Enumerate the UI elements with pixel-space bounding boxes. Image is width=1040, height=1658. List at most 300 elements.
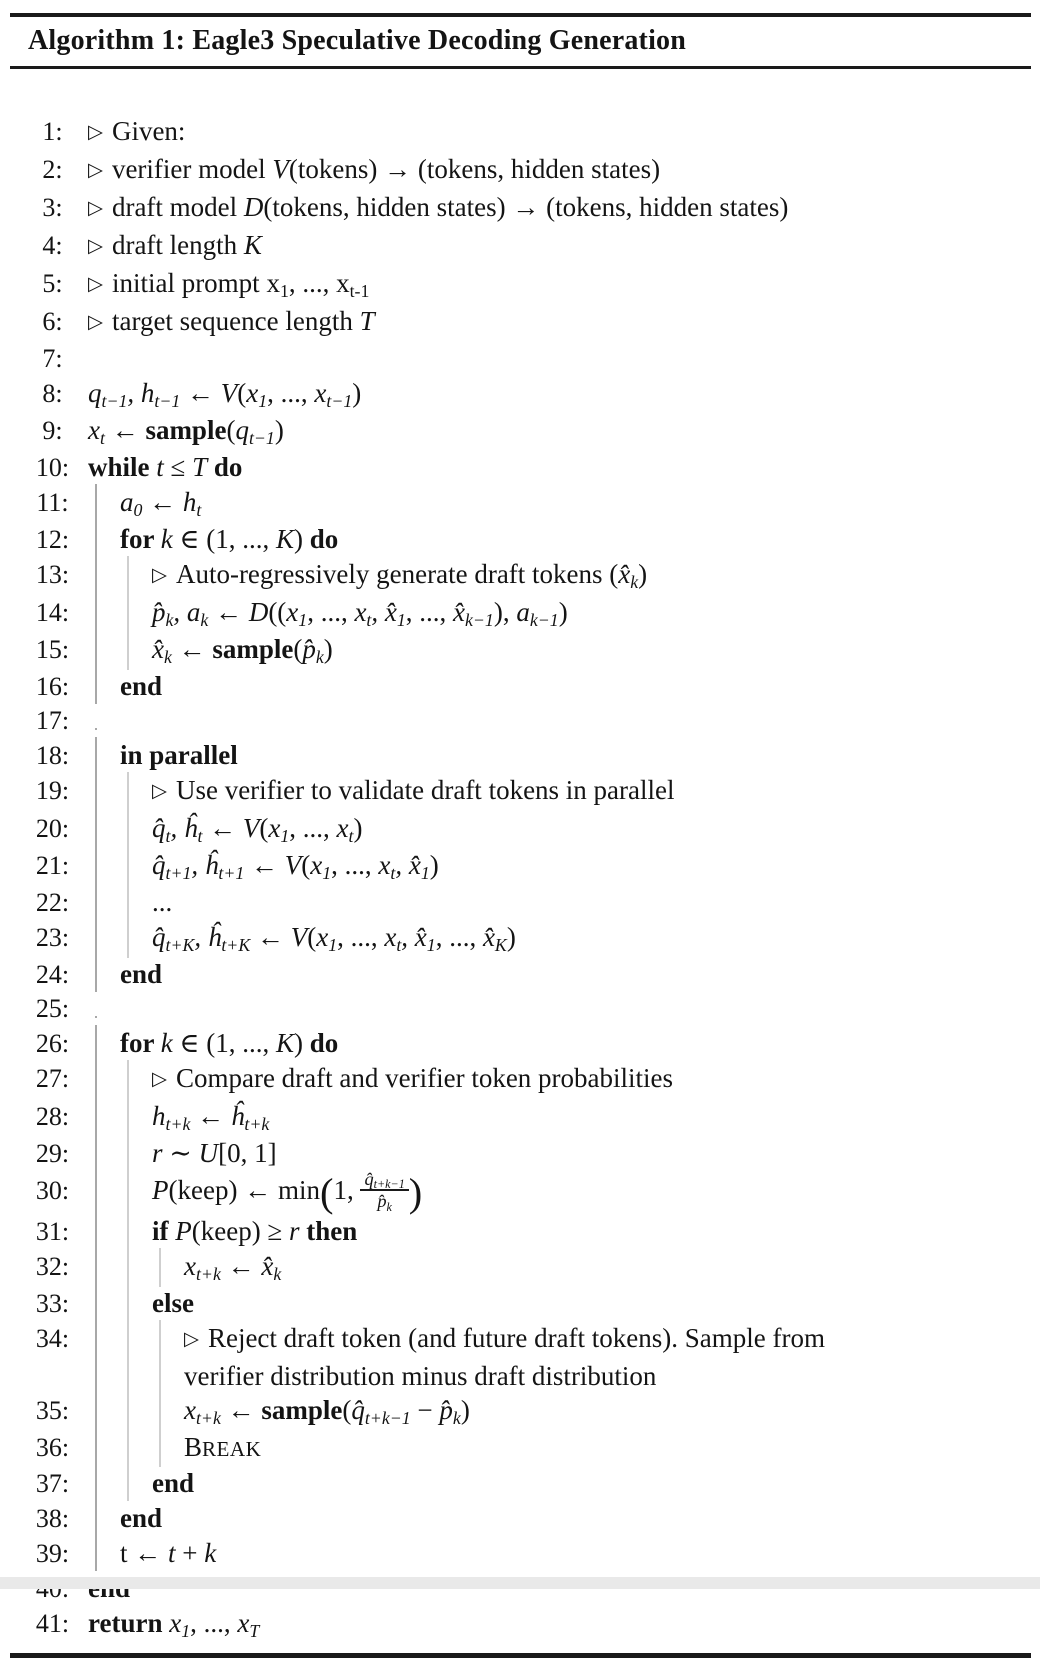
text-segment: x (268, 813, 281, 843)
line-number: 11: (36, 488, 69, 517)
text-segment: t+1 (165, 863, 192, 884)
text-segment: , ..., (289, 813, 337, 843)
algo-line (27, 773, 1032, 811)
fraction-numerator (360, 1169, 408, 1190)
algo-line (27, 522, 1032, 557)
line-number: 30: (35, 1175, 70, 1205)
line-content (78, 957, 1032, 991)
text-segment: x (246, 378, 259, 408)
line-content (78, 848, 1032, 885)
indent-guide (159, 1358, 161, 1394)
text-segment: k (315, 647, 324, 668)
comment-marker-icon: ▷ (88, 312, 103, 334)
text-segment: k (452, 1408, 461, 1429)
indent-guide (95, 1060, 97, 1100)
text-segment: if (152, 1216, 176, 1247)
text-segment: ← (180, 378, 221, 408)
indent-guide (127, 1060, 129, 1100)
line-number: 10: (35, 453, 70, 482)
text-segment: do (207, 452, 243, 482)
algo-line (27, 152, 1032, 190)
line-number: 32: (35, 1252, 70, 1282)
text-segment: 1 (322, 863, 332, 884)
text-segment: ( (226, 415, 236, 445)
text-segment: k (160, 1028, 173, 1058)
algo-line (27, 957, 1032, 992)
text-segment: ), (493, 597, 517, 627)
text-segment: ( (259, 813, 269, 843)
indent-guide (127, 631, 129, 670)
text-segment: while (88, 452, 157, 482)
text-segment: ( (237, 378, 247, 408)
text-segment: initial prompt x (111, 268, 280, 298)
text-segment: , ..., (405, 597, 454, 627)
text-segment: , x̂ (395, 850, 421, 880)
line-number: 24: (35, 960, 70, 989)
algo-line (27, 266, 1032, 304)
algo-body (0, 69, 1040, 1647)
text-segment: r (152, 1138, 163, 1168)
text-segment: , a (173, 597, 201, 627)
line-number: 4: (42, 231, 63, 260)
indent-guide (127, 1248, 129, 1287)
line-number: 33: (35, 1289, 70, 1319)
text-segment: x̂ (152, 634, 164, 664)
algo-line (27, 669, 1032, 704)
line-number: 19: (35, 776, 70, 805)
text-segment: x (316, 922, 329, 952)
algo-line (27, 114, 1032, 152)
algo-line (27, 557, 1032, 595)
text-segment: q̂ (364, 1168, 374, 1189)
line-content (78, 1466, 1032, 1500)
text-segment: ) (293, 524, 303, 554)
text-segment: p̂ (152, 597, 166, 627)
line-content (78, 266, 1032, 304)
line-number: 15: (35, 635, 70, 664)
line-number: 23: (35, 923, 70, 952)
text-segment: p̂ (439, 1395, 453, 1426)
line-number: 27: (35, 1064, 70, 1093)
indent-guide (95, 1285, 97, 1321)
text-segment: t+k (244, 1114, 270, 1135)
line-number: 13: (35, 560, 70, 589)
indent-guide (95, 1465, 97, 1501)
comment-marker-icon: ▷ (184, 1329, 199, 1351)
text-segment: t−1 (326, 391, 353, 412)
text-segment: x (314, 378, 327, 408)
line-content (78, 595, 1032, 632)
text-segment: t (196, 500, 202, 521)
text-segment: 1 (396, 610, 406, 631)
line-content (78, 811, 1032, 848)
text-segment: k (160, 524, 173, 554)
text-segment: ← (104, 415, 146, 445)
text-segment: do (302, 524, 339, 554)
line-content (78, 190, 1032, 228)
line-content (78, 485, 1032, 522)
text-segment: end (120, 1503, 163, 1534)
text-segment: t+k (195, 1264, 221, 1285)
indent-guide (127, 1213, 129, 1249)
text-segment: ) (293, 1028, 303, 1058)
indent-guide (159, 1248, 161, 1287)
line-content (78, 522, 1032, 556)
line-number: 2: (42, 155, 63, 184)
algo-line (27, 1061, 1032, 1099)
text-segment: ) (506, 922, 516, 952)
algo-line (27, 228, 1032, 266)
line-content (78, 669, 1032, 703)
text-segment: ← (208, 597, 249, 627)
line-content (78, 1249, 1032, 1286)
line-content (78, 1214, 1032, 1248)
text-segment: r (289, 1216, 300, 1247)
text-segment: Use verifier to validate draft tokens in parallel (175, 775, 675, 805)
algo-line (27, 1321, 1032, 1359)
text-segment: K (275, 524, 294, 554)
text-segment: V (272, 154, 289, 184)
algo-line (27, 1466, 1032, 1501)
line-content (78, 114, 1032, 152)
text-segment: , ..., (435, 922, 483, 952)
text-segment: k (165, 610, 174, 631)
comment-marker-icon: ▷ (88, 122, 103, 144)
line-number: 29: (35, 1139, 70, 1168)
indent-guide (127, 919, 129, 958)
line-content (78, 304, 1032, 342)
text-segment: 1 (298, 610, 308, 631)
text-segment: ( (342, 1395, 352, 1426)
indent-guide (127, 1320, 129, 1360)
algo-line (27, 1214, 1032, 1249)
text-segment: ... (152, 887, 173, 917)
text-segment: t+k−1 (373, 1177, 405, 1192)
line-content (78, 1321, 1032, 1359)
text-segment: for (120, 524, 161, 554)
indent-guide (127, 1392, 129, 1431)
indent-guide (95, 1135, 97, 1171)
bottom-rule (10, 1653, 1031, 1658)
text-segment: k (630, 572, 639, 593)
indent-guide (95, 668, 97, 704)
algo-line (27, 885, 1032, 920)
text-segment: K (275, 1028, 294, 1058)
text-segment: x (384, 922, 397, 952)
indent-guide (127, 1135, 129, 1171)
indent-guide (159, 1320, 161, 1360)
algo-line (27, 1168, 1032, 1216)
text-segment: D (248, 597, 269, 627)
text-segment: 1 (420, 863, 430, 884)
text-segment: (tokens) → (tokens, hidden states) (288, 154, 661, 184)
indent-guide (95, 1320, 97, 1360)
indent-guide (95, 521, 97, 557)
indent-guide (95, 1358, 97, 1394)
text-segment: 1 (279, 281, 289, 302)
text-segment: p̂ (377, 1191, 387, 1212)
text-segment: P (152, 1174, 169, 1205)
text-segment: x (378, 850, 391, 880)
text-segment: 0 (133, 500, 143, 521)
text-segment: 1 (328, 935, 338, 956)
algorithm-figure (0, 13, 1040, 1642)
text-segment: k (204, 1538, 217, 1569)
algorithm-title: Algorithm 1: Eagle3 Speculative Decoding Generation (28, 25, 687, 56)
algo-line (27, 1430, 1032, 1466)
text-segment: x (354, 597, 367, 627)
text-segment: ← (142, 487, 183, 517)
line-number: 26: (35, 1029, 70, 1058)
text-segment: a (516, 597, 530, 627)
text-segment: ( (293, 634, 303, 664)
algo-line (27, 450, 1032, 485)
algo-line (27, 1393, 1032, 1430)
indent-guide (127, 810, 129, 849)
text-segment: x (310, 850, 323, 880)
text-segment: x̂ (453, 597, 465, 627)
indent-guide (127, 1465, 129, 1501)
text-segment: q (235, 415, 249, 445)
indent-guide (95, 1016, 97, 1018)
indent-guide (95, 728, 97, 730)
line-content (78, 1536, 1032, 1570)
text-segment: h (152, 1101, 166, 1131)
indent-guide (127, 847, 129, 886)
text-segment: end (120, 959, 163, 989)
text-segment: t (396, 935, 402, 956)
text-segment: (tokens, hidden states) → (tokens, hidden states) (263, 192, 789, 222)
text-segment: Auto-regressively generate draft tokens ( (175, 559, 619, 589)
text-segment: return (88, 1608, 170, 1639)
indent-guide (95, 884, 97, 920)
comment-marker-icon: ▷ (88, 236, 103, 258)
comment-marker-icon: ▷ (88, 160, 103, 182)
line-content (78, 413, 1032, 450)
text-segment: , ..., x (288, 268, 350, 298)
text-segment: sample (261, 1395, 343, 1426)
indent-guide (95, 1098, 97, 1137)
text-segment: ← (220, 1251, 262, 1282)
line-number: 20: (35, 814, 70, 843)
text-segment: , ..., (307, 597, 355, 627)
indent-guide (127, 884, 129, 920)
text-segment: K (243, 230, 262, 260)
text-segment: REAK (202, 1437, 262, 1462)
text-segment: T (359, 306, 375, 336)
line-content (78, 1501, 1032, 1535)
line-number: 39: (35, 1539, 70, 1569)
text-segment: V (220, 378, 238, 408)
algo-line (27, 632, 1032, 669)
indent-guide (95, 772, 97, 812)
text-segment: , x̂ (401, 922, 427, 952)
text-segment: target sequence length (111, 306, 360, 336)
line-number: 36: (35, 1433, 70, 1463)
algo-line (27, 738, 1032, 773)
line-content (78, 920, 1032, 957)
line-number: 3: (42, 193, 63, 222)
text-segment: t (348, 826, 354, 847)
text-segment: in parallel (120, 740, 238, 770)
text-segment: ← (190, 1101, 231, 1131)
indent-guide (95, 847, 97, 886)
text-segment: Compare draft and verifier token probabilities (175, 1063, 674, 1093)
comment-marker-icon: ▷ (152, 565, 167, 587)
indent-guide (95, 919, 97, 958)
indent-guide (95, 737, 97, 773)
line-content (78, 1168, 1032, 1216)
text-segment: t+k (195, 1408, 221, 1429)
text-segment: 1 (280, 826, 290, 847)
line-number: 12: (35, 525, 70, 554)
text-segment: [0, 1] (218, 1138, 277, 1168)
algo-line (27, 413, 1032, 450)
algo-line (27, 920, 1032, 957)
fraction (360, 1169, 408, 1212)
line-content (78, 1099, 1032, 1136)
algo-line (27, 376, 1032, 413)
text-segment: q (88, 378, 102, 408)
indent-guide (95, 1248, 97, 1287)
line-content (78, 1606, 1032, 1643)
indent-guide (95, 1170, 97, 1215)
text-segment: x (286, 597, 299, 627)
indent-guide (127, 1358, 129, 1394)
line-number: 41: (35, 1609, 70, 1639)
text-segment: V (242, 813, 260, 843)
text-segment: U (198, 1138, 219, 1168)
text-segment: t ← (120, 1538, 169, 1569)
text-segment: ĥ (230, 1101, 245, 1131)
algo-line (27, 704, 1032, 738)
text-segment: ← (220, 1395, 262, 1426)
text-segment: x (237, 1608, 250, 1639)
line-content (78, 228, 1032, 266)
text-segment: verifier model (111, 154, 273, 184)
text-segment: t (165, 826, 171, 847)
text-segment: then (299, 1216, 358, 1247)
line-content (78, 1136, 1032, 1170)
comment-marker-icon: ▷ (152, 781, 167, 803)
text-segment: end (120, 671, 163, 701)
text-segment: T (192, 452, 208, 482)
indent-guide (95, 631, 97, 670)
text-segment: q̂ (152, 922, 166, 952)
line-number: 1: (42, 117, 63, 146)
text-segment: Given: (111, 116, 186, 146)
text-segment: , h (127, 378, 155, 408)
algo-line (27, 1536, 1032, 1571)
text-segment: a (120, 487, 134, 517)
text-segment: t (390, 863, 396, 884)
text-segment: , ..., (337, 922, 385, 952)
indent-guide (95, 1429, 97, 1467)
text-segment: t (197, 826, 203, 847)
text-segment: ∈ (1, ..., (172, 1028, 276, 1058)
algo-line (27, 1286, 1032, 1321)
text-segment: − (410, 1395, 440, 1426)
text-segment: verifier distribution minus draft distribution (184, 1361, 657, 1392)
text-segment: k (273, 1264, 282, 1285)
algo-line (27, 811, 1032, 848)
text-segment: do (302, 1028, 339, 1058)
algo-line (27, 848, 1032, 885)
text-segment: k (386, 1199, 392, 1214)
line-content (78, 1393, 1032, 1430)
text-segment: (keep) ← min (168, 1174, 320, 1205)
text-segment: ) (558, 597, 568, 627)
text-segment: V (290, 922, 308, 952)
line-content (78, 632, 1032, 669)
fraction-denominator (360, 1189, 408, 1212)
algo-line (27, 485, 1032, 522)
line-number: 5: (42, 269, 63, 298)
text-segment: , ..., (267, 378, 315, 408)
text-segment: q̂ (152, 813, 166, 843)
text-segment: k−1 (529, 610, 559, 631)
text-segment: p̂ (302, 634, 316, 664)
algo-line (27, 1501, 1032, 1536)
text-segment: x̂ (261, 1251, 274, 1282)
text-segment: ∈ (1, ..., (172, 524, 276, 554)
line-content (78, 1026, 1032, 1060)
text-segment: t+k (165, 1114, 191, 1135)
text-segment: t (156, 452, 164, 482)
indent-guide (95, 556, 97, 596)
text-segment: x (336, 813, 349, 843)
text-segment: t (366, 610, 372, 631)
indent-guide (95, 1392, 97, 1431)
indent-guide (127, 1429, 129, 1467)
text-segment: + (175, 1538, 205, 1569)
text-segment: 1, (333, 1174, 361, 1205)
text-segment: draft length (111, 230, 244, 260)
line-number: 16: (35, 672, 70, 701)
text-segment: t+K (165, 935, 195, 956)
text-segment: t−1 (101, 391, 128, 412)
text-segment: ) (274, 415, 284, 445)
line-number: 17: (35, 706, 70, 735)
text-segment: x (184, 1395, 196, 1426)
algo-line (27, 342, 1032, 376)
text-segment: ) (638, 559, 648, 589)
indent-guide (95, 956, 97, 992)
line-content (78, 738, 1032, 772)
comment-marker-icon: ▷ (88, 198, 103, 220)
indent-guide (127, 594, 129, 633)
algo-line (27, 1359, 1032, 1393)
indent-guide (127, 1170, 129, 1215)
text-segment: ← (250, 922, 291, 952)
line-content (78, 376, 1032, 413)
line-number: 25: (35, 994, 70, 1023)
text-segment: ← (244, 850, 285, 880)
text-segment: for (120, 1028, 161, 1058)
algo-line (27, 595, 1032, 632)
text-segment: T (249, 1621, 260, 1642)
indent-guide (95, 594, 97, 633)
text-segment: t (99, 428, 105, 449)
text-segment: ← (171, 634, 213, 664)
text-segment: x (88, 415, 100, 445)
indent-guide (95, 1213, 97, 1249)
text-segment: q̂ (351, 1395, 365, 1426)
line-content (78, 1286, 1032, 1320)
line-number: 7: (42, 344, 63, 373)
line-content (78, 1359, 1032, 1393)
text-segment: k (163, 647, 172, 668)
